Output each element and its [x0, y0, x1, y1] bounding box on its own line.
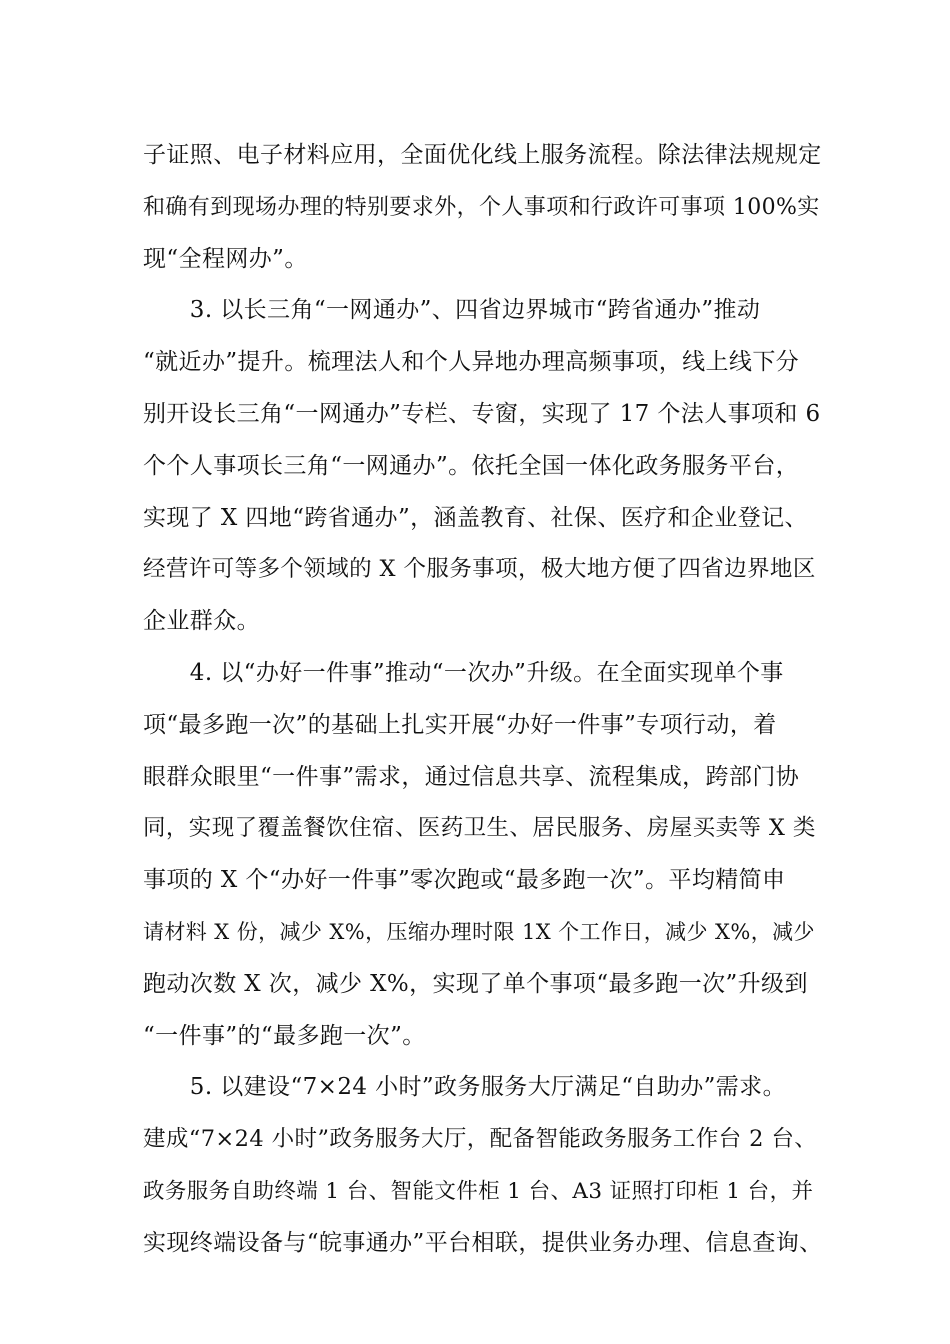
text-line: 眼群众眼里“一件事”需求，通过信息共享、流程集成，跨部门协	[143, 763, 800, 790]
text-line: 4. 以“办好一件事”推动“一次办”升级。在全面实现单个事	[143, 659, 784, 686]
text-line: 项“最多跑一次”的基础上扎实开展“办好一件事”专项行动，着	[143, 711, 777, 738]
text-line: 个个人事项长三角“一网通办”。依托全国一体化政务服务平台，	[143, 452, 800, 479]
text-line: 子证照、电子材料应用，全面优化线上服务流程。除法律法规规定	[143, 142, 822, 168]
text-line: 和确有到现场办理的特别要求外，个人事项和行政许可事项 100%实	[143, 194, 820, 220]
text-line: 事项的 X 个“办好一件事”零次跑或“最多跑一次”。平均精简申	[143, 867, 786, 894]
text-line: 5. 以建设“7×24 小时”政务服务大厅满足“自助办”需求。	[143, 1074, 786, 1101]
body-text	[143, 130, 823, 1270]
text-line: 实现了 X 四地“跨省通办”，涵盖教育、社保、医疗和企业登记、	[143, 504, 808, 531]
text-line: 同，实现了覆盖餐饮住宿、医药卫生、居民服务、房屋买卖等 X 类	[143, 815, 816, 842]
text-line: “就近办”提升。梳理法人和个人异地办理高频事项，线上线下分	[143, 349, 800, 376]
text-line: 3. 以长三角“一网通办”、四省边界城市“跨省通办”推动	[143, 297, 761, 324]
text-line: 别开设长三角“一网通办”专栏、专窗，实现了 17 个法人事项和 6	[143, 400, 821, 427]
text-line: 现“全程网办”。	[143, 245, 308, 272]
text-line: 建成“7×24 小时”政务服务大厅，配备智能政务服务工作台 2 台、	[143, 1126, 818, 1153]
text-line: 政务服务自助终端 1 台、智能文件柜 1 台、A3 证照打印柜 1 台，并	[143, 1178, 814, 1204]
text-line: 企业群众。	[143, 608, 260, 635]
text-line: 请材料 X 份，减少 X%，压缩办理时限 1X 个工作日，减少 X%，减少	[143, 919, 815, 944]
text-line: 实现终端设备与“皖事通办”平台相联，提供业务办理、信息查询、	[143, 1229, 823, 1256]
text-line: “一件事”的“最多跑一次”。	[143, 1022, 426, 1049]
text-line: 经营许可等多个领域的 X 个服务事项，极大地方便了四省边界地区	[143, 556, 816, 583]
text-line: 跑动次数 X 次，减少 X%，实现了单个事项“最多跑一次”升级到	[143, 970, 808, 997]
